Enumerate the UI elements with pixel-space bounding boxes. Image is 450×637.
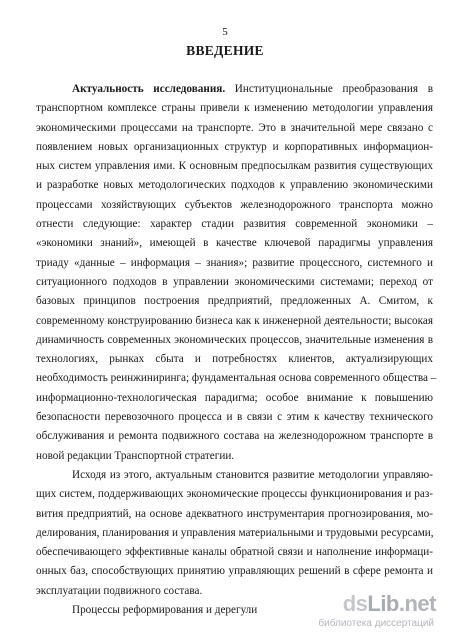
dslib-logo: dsLib.net xyxy=(342,591,436,616)
paragraph-line: современному конструированию бизнеса как к инженерной деятельности; высокая xyxy=(36,314,433,327)
paragraph-line: транспортном комплексе страны привели к изменению методологии управления xyxy=(36,102,433,115)
paragraph-line: эксплуатации подвижного состава. xyxy=(36,584,203,597)
body-text xyxy=(36,80,437,620)
paragraph-line: и разработке новых методологических подходов к управлению экономическими xyxy=(36,179,433,192)
watermark-subtitle: библиотека диссертаций xyxy=(318,618,434,629)
paragraph-line: ных систем управления ими. К основным предпосылкам развития существующих xyxy=(36,160,433,173)
page-number: 5 xyxy=(222,26,228,38)
paragraph-line: ситуационного подходов в управлении экономическими системами; переход от xyxy=(36,275,433,288)
paragraph-line: необходимость реинжиниринга; фундаментальная основа современного общества – xyxy=(36,372,437,385)
paragraph-line: «экономики знаний», имеющей в качестве ключевой парадигмы управления xyxy=(36,237,433,250)
paragraph-line: новой редакции Транспортной стратегии. xyxy=(36,449,235,462)
paragraph-line: вития предприятий, на основе адекватного инструментария прогнозирования, мо- xyxy=(36,507,433,520)
watermark-logo xyxy=(304,591,436,631)
paragraph-line: базовых принципов построения предприятий, предложенных А. Смитом, к xyxy=(36,295,433,308)
paragraph-1-line-1: Актуальность исследования. Институциональные преобразования в xyxy=(72,83,433,95)
paragraph-line: обслуживания и ремонта подвижного состава на железнодорожном транспорте в xyxy=(36,430,433,443)
paragraph-line: отнести следующие: характер стадии развития современной экономики – xyxy=(36,218,433,231)
paragraph-line: триаду «данные – информация – знания»; развитие процессного, системного и xyxy=(36,256,433,269)
paragraph-line: экономическими процессами на транспорте. Это в значительной мере связано с xyxy=(36,121,433,134)
paragraph-3-line-1: Процессы реформирования и дерегули xyxy=(72,604,258,617)
paragraph-line: безопасности перевозочного процесса и в связи с этим к качеству технического xyxy=(36,411,433,424)
paragraph-line: информационно-технологическая парадигма; особое внимание к повышению xyxy=(36,391,433,404)
paragraph-line: динамичность современных экономических процессов, значительные изменения в xyxy=(36,333,433,346)
paragraph-line: делирования, планирования и управления материальными и трудовыми ресурсами, xyxy=(36,526,434,539)
paragraph-line: появлением новых организационных структур и корпоративных информацион- xyxy=(36,140,433,153)
paragraph-line: щих систем, поддерживающих экономические процессы функционирования и раз- xyxy=(36,488,433,501)
bold-lead: Актуальность исследования. xyxy=(72,83,226,95)
section-heading: ВВЕДЕНИЕ xyxy=(186,43,264,58)
paragraph-2-line-1: Исходя из этого, актуальным становится развитие методологии управляю- xyxy=(72,468,433,481)
paragraph-line: технологиях, рынках сбыта и потребностях клиентов, актуализирующих xyxy=(36,353,433,366)
paragraph-line: обеспечивающего эффективные каналы обратной связи и наполнение информаци- xyxy=(36,546,433,559)
paragraph-line: процессами хозяйствующих субъектов железнодорожного транспорта можно xyxy=(36,198,433,211)
paragraph-line: онных баз, способствующих принятию управляющих решений в сфере ремонта и xyxy=(36,565,433,578)
